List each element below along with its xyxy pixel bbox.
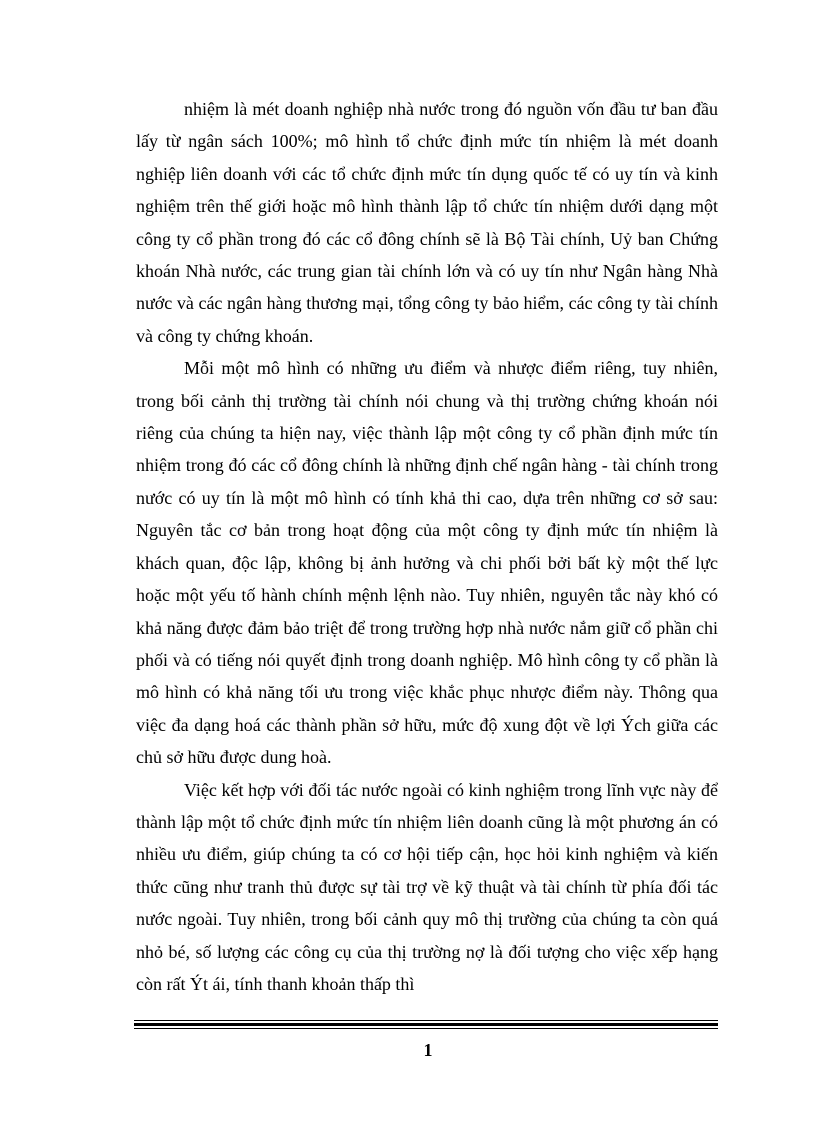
paragraph-3: Việc kết hợp với đối tác nước ngoài có kinh nghiệm trong lĩnh vực này để thành lập một tổ chức định mức tín nhiệm liên doanh cũng là một phương án có nhiều ưu điểm, giúp chúng ta có cơ hội tiếp cận, học hỏi kinh nghiệm và kiến thức cũng như tranh thủ được sự tài trợ về kỹ thuật và tài chính từ phía đối tác nước ngoài. Tuy nhiên, trong bối cảnh quy mô thị trường của chúng ta còn quá nhỏ bé, số lượng các công cụ của thị trường nợ là đối tượng cho việc xếp hạng còn rất Ýt ái, tính thanh khoản thấp thì <box>136 779 718 994</box>
footer-rule-thin-top <box>134 1020 718 1021</box>
page-number: 1 <box>423 1040 433 1060</box>
body-text <box>136 93 718 1000</box>
footer-rule-thin-bottom <box>134 1028 718 1029</box>
paragraph-2: Mỗi một mô hình có những ưu điểm và nhược điểm riêng, tuy nhiên, trong bối cảnh thị trường tài chính nói chung và thị trường chứng khoán nói riêng của chúng ta hiện nay, việc thành lập một công ty cổ phần định mức tín nhiệm trong đó các cổ đông chính là những định chế ngân hàng - tài chính trong nước có uy tín là một mô hình có tính khả thi cao, dựa trên những cơ sở sau: Nguyên tắc cơ bản trong hoạt động của một công ty định mức tín nhiệm là khách quan, độc lập, không bị ảnh hưởng và chi phối bởi bất kỳ một thế lực hoặc một yếu tố hành chính mệnh lệnh nào. Tuy nhiên, nguyên tắc này khó có khả năng được đảm bảo triệt để trong trường hợp nhà nước nắm giữ cổ phần chi phối và có tiếng nói quyết định trong doanh nghiệp. Mô hình công ty cổ phần là mô hình có khả năng tối ưu trong việc khắc phục nhược điểm này. Thông qua việc đa dạng hoá các thành phần sở hữu, mức độ xung đột về lợi Ých giữa các chủ sở hữu được dung hoà. <box>136 358 718 768</box>
paragraph-1: nhiệm là mét doanh nghiệp nhà nước trong đó nguồn vốn đầu tư ban đầu lấy từ ngân sách 100%; mô hình tổ chức định mức tín nhiệm là mét doanh nghiệp liên doanh với các tổ chức định mức tín dụng quốc tế có uy tín và kinh nghiệm trên thế giới hoặc mô hình thành lập tổ chức tín nhiệm dưới dạng một công ty cổ phần trong đó các cổ đông chính sẽ là Bộ Tài chính, Uỷ ban Chứng khoán Nhà nước, các trung gian tài chính lớn và có uy tín như Ngân hàng Nhà nước và các ngân hàng thương mại, tổng công ty bảo hiểm, các công ty tài chính và công ty chứng khoán. <box>136 99 718 346</box>
footer-rule-thick <box>134 1023 718 1026</box>
